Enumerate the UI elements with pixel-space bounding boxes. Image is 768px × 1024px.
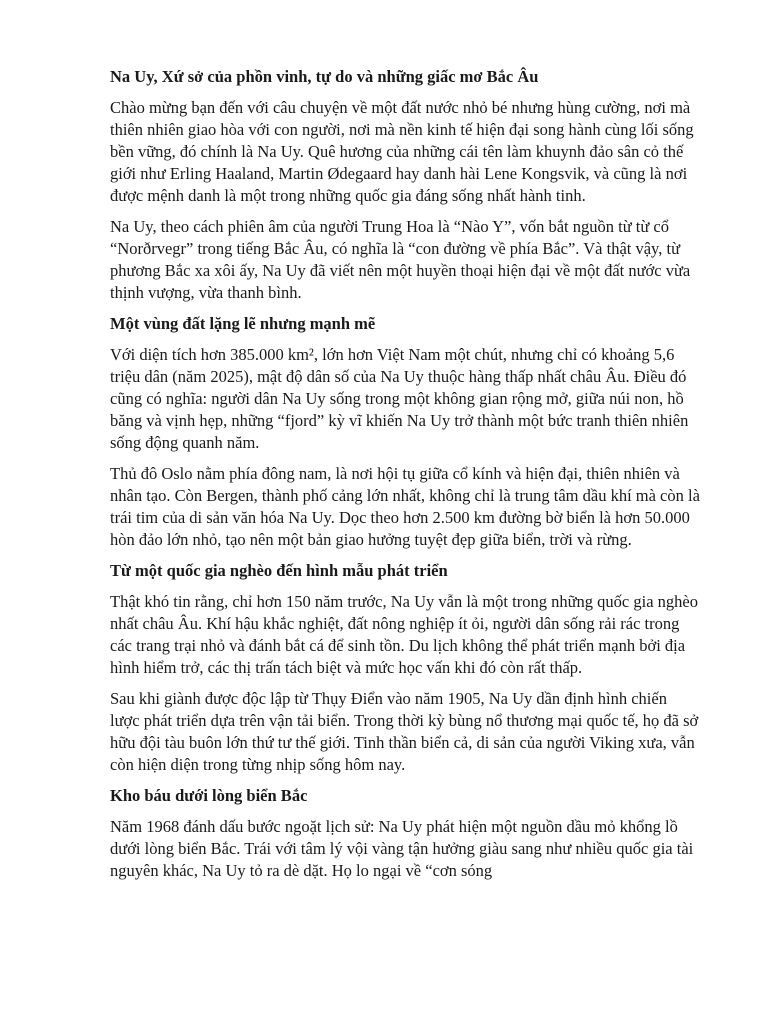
section-heading-1: Một vùng đất lặng lẽ nhưng mạnh mẽ <box>110 314 376 333</box>
section2-paragraph-1: Thật khó tin rằng, chỉ hơn 150 năm trước, Na Uy vẫn là một trong những quốc gia nghèo nhất châu Âu. Khí hậu khắc nghiệt, đất nông nghiệp ít ỏi, người dân sống rải rác trong các trang trại nhỏ và đánh bắt cá để sinh tồn. Du lịch không thể phát triển mạnh bởi địa hình hiểm trở, các thị trấn tách biệt và mức học vấn khi đó còn rất thấp. <box>110 592 698 677</box>
document-page <box>110 66 700 891</box>
intro-paragraph-1: Chào mừng bạn đến với câu chuyện về một đất nước nhỏ bé nhưng hùng cường, nơi mà thiên nhiên giao hòa với con người, nơi mà nền kinh tế hiện đại song hành cùng lối sống bền vững, đó chính là Na Uy. Quê hương của những cái tên làm khuynh đảo sân cỏ thế giới như Erling Haaland, Martin Ødegaard hay danh hài Lene Kongsvik, và cũng là nơi được mệnh danh là một trong những quốc gia đáng sống nhất hành tinh. <box>110 98 694 205</box>
intro-paragraph-2: Na Uy, theo cách phiên âm của người Trung Hoa là “Nào Y”, vốn bắt nguồn từ từ cổ “Norðrvegr” trong tiếng Bắc Âu, có nghĩa là “con đường về phía Bắc”. Và thật vậy, từ phương Bắc xa xôi ấy, Na Uy đã viết nên một huyền thoại hiện đại về một đất nước vừa thịnh vượng, vừa thanh bình. <box>110 217 691 302</box>
document-title: Na Uy, Xứ sở của phồn vinh, tự do và những giấc mơ Bắc Âu <box>110 67 539 86</box>
section1-paragraph-2: Thủ đô Oslo nằm phía đông nam, là nơi hội tụ giữa cổ kính và hiện đại, thiên nhiên và nhân tạo. Còn Bergen, thành phố cảng lớn nhất, không chỉ là trung tâm dầu khí mà còn là trái tim của di sản văn hóa Na Uy. Dọc theo hơn 2.500 km đường bờ biển là hơn 50.000 hòn đảo lớn nhỏ, tạo nên một bản giao hưởng tuyệt đẹp giữa biển, trời và rừng. <box>110 464 700 549</box>
section3-paragraph-1: Năm 1968 đánh dấu bước ngoặt lịch sử: Na Uy phát hiện một nguồn dầu mỏ khổng lồ dưới lòng biển Bắc. Trái với tâm lý vội vàng tận hưởng giàu sang như nhiều quốc gia tài nguyên khác, Na Uy tỏ ra dè dặt. Họ lo ngại về “cơn sóng <box>110 817 694 880</box>
section1-paragraph-1: Với diện tích hơn 385.000 km², lớn hơn Việt Nam một chút, nhưng chỉ có khoảng 5,6 triệu dân (năm 2025), mật độ dân số của Na Uy thuộc hàng thấp nhất châu Âu. Điều đó cũng có nghĩa: người dân Na Uy sống trong một không gian rộng mở, giữa núi non, hồ băng và vịnh hẹp, những “fjord” kỳ vĩ khiến Na Uy trở thành một bức tranh thiên nhiên sống động quanh năm. <box>110 345 689 452</box>
section-heading-3: Kho báu dưới lòng biển Bắc <box>110 786 308 805</box>
section-heading-2: Từ một quốc gia nghèo đến hình mẫu phát triển <box>110 561 448 580</box>
section2-paragraph-2: Sau khi giành được độc lập từ Thụy Điển vào năm 1905, Na Uy dần định hình chiến lược phát triển dựa trên vận tải biển. Trong thời kỳ bùng nổ thương mại quốc tế, họ đã sở hữu đội tàu buôn lớn thứ tư thế giới. Tinh thần biển cả, di sản của người Viking xưa, vẫn còn hiện diện trong từng nhịp sống hôm nay. <box>110 689 699 774</box>
